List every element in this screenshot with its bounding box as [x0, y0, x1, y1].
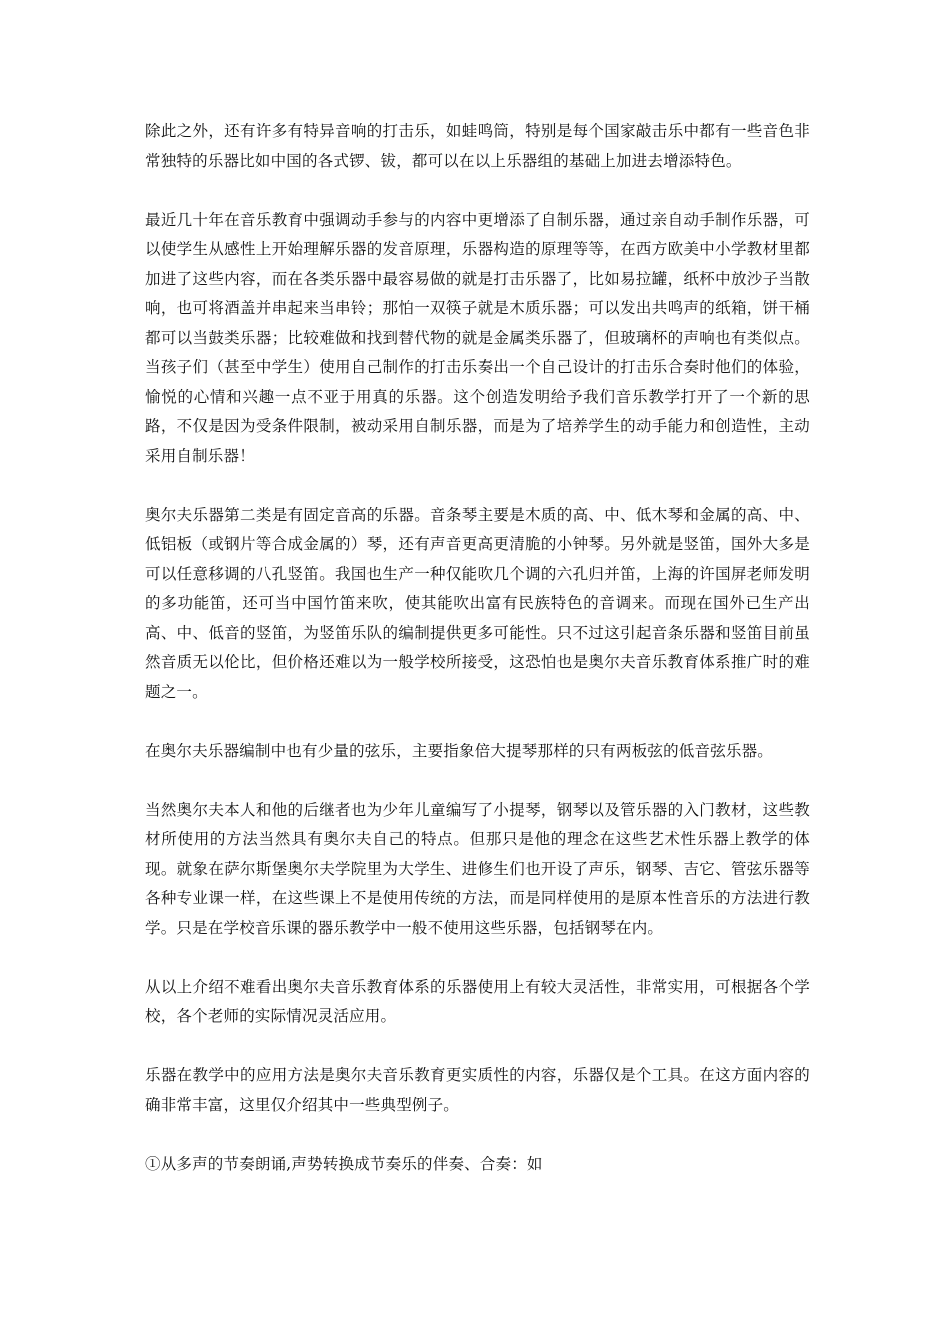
paragraph-string-instruments: 在奥尔夫乐器编制中也有少量的弦乐，主要指象倍大提琴那样的只有两板弦的低音弦乐器。 [145, 741, 774, 760]
paragraph-example-one: ①从多声的节奏朗诵,声势转换成节奏乐的伴奏、合奏：如 [145, 1154, 543, 1173]
paragraph-pitched-instruments: 奥尔夫乐器第二类是有固定音高的乐器。音条琴主要是木质的高、中、低木琴和金属的高、中、低铝板（或钢片等合成金属的）琴，还有声音更高更清脆的小钟琴。另外就是竖笛，国外大多是可以任意移调的八孔竖笛。我国也生产一种仅能吹几个调的六孔归并笛，上海的许国屏老师发明的多功能笛，还可当中国竹笛来吹，使其能吹出富有民族特色的音调来。而现在国外已生产出高、中、低音的竖笛，为竖笛乐队的编制提供更多可能性。只不过这引起音条乐器和竖笛目前虽然音质无以伦比，但价格还难以为一般学校所接受，这恐怕也是奥尔夫音乐教育体系推广时的难题之一。 [145, 505, 810, 701]
document-body [145, 117, 810, 1179]
paragraph-extra-percussion: 除此之外，还有许多有特异音响的打击乐，如蛙鸣筒，特别是每个国家敲击乐中都有一些音色非常独特的乐器比如中国的各式锣、钹，都可以在以上乐器组的基础上加进去增添特色。 [145, 122, 810, 170]
paragraph-flexibility-summary: 从以上介绍不难看出奥尔夫音乐教育体系的乐器使用上有较大灵活性，非常实用，可根据各个学校，各个老师的实际情况灵活应用。 [145, 977, 810, 1025]
paragraph-application-methods: 乐器在教学中的应用方法是奥尔夫音乐教育更实质性的内容，乐器仅是个工具。在这方面内容的确非常丰富，这里仅介绍其中一些典型例子。 [145, 1066, 810, 1114]
paragraph-orff-teaching-materials: 当然奥尔夫本人和他的后继者也为少年儿童编写了小提琴，钢琴以及管乐器的入门教材，这些教材所使用的方法当然具有奥尔夫自己的特点。但那只是他的理念在这些艺术性乐器上教学的体现。就象在萨尔斯堡奥尔夫学院里为大学生、进修生们也开设了声乐，钢琴、吉它、管弦乐器等各种专业课一样，在这些课上不是使用传统的方法，而是同样使用的是原本性音乐的方法进行教学。只是在学校音乐课的器乐教学中一般不使用这些乐器，包括钢琴在内。 [145, 800, 810, 937]
paragraph-homemade-instruments: 最近几十年在音乐教育中强调动手参与的内容中更增添了自制乐器，通过亲自动手制作乐器，可以使学生从感性上开始理解乐器的发音原理，乐器构造的原理等等，在西方欧美中小学教材里都加进了这些内容，而在各类乐器中最容易做的就是打击乐器了，比如易拉罐，纸杯中放沙子当散响，也可将酒盖并串起来当串铃；那怕一双筷子就是木质乐器；可以发出共鸣声的纸箱，饼干桶都可以当鼓类乐器；比较难做和找到替代物的就是金属类乐器了，但玻璃杯的声响也有类似点。当孩子们（甚至中学生）使用自己制作的打击乐奏出一个自己设计的打击乐合奏时他们的体验，愉悦的心情和兴趣一点不亚于用真的乐器。这个创造发明给予我们音乐教学打开了一个新的思路，不仅是因为受条件限制，被动采用自制乐器，而是为了培养学生的动手能力和创造性，主动采用自制乐器！ [145, 210, 810, 465]
